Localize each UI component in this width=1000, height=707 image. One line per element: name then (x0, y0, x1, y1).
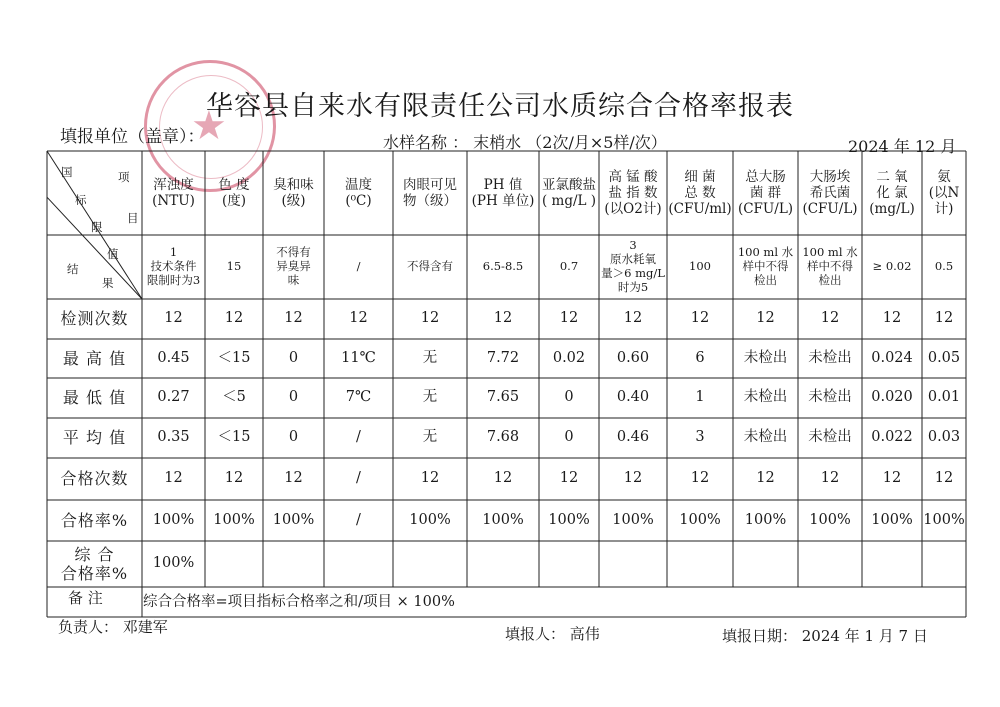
table-cell: 12 (690, 310, 710, 327)
table-cell: / (356, 429, 361, 446)
table-cell: 12 (493, 310, 513, 327)
table-cell: 0.35 (157, 429, 190, 446)
limit-value: / (356, 259, 361, 274)
table-cell: 12 (756, 470, 775, 487)
reporting-unit-label: 填报单位（盖章）： (60, 127, 205, 147)
note-text: 综合合格率=项目指标合格率之和/项目 × 100% (143, 594, 455, 610)
corner-guo2: 果 (102, 276, 114, 290)
table-cell: 12 (756, 310, 775, 327)
table-cell: 7.68 (486, 429, 520, 446)
table-cell: 12 (820, 310, 840, 327)
table-cell: 未检出 (743, 389, 788, 406)
column-header: 总大肠 菌 群 (CFU/L) (737, 168, 794, 218)
table-cell: 0.05 (927, 349, 961, 366)
table-cell: 12 (820, 470, 840, 487)
table-cell: 11℃ (341, 349, 376, 366)
row-label: 检测次数 (60, 309, 129, 329)
table-cell: 12 (164, 310, 183, 327)
table-cell: 未检出 (808, 349, 852, 366)
table-cell: 12 (349, 310, 368, 327)
table-cell: 0.45 (157, 349, 190, 366)
column-header: 亚氯酸盐 ( mg/L ) (541, 176, 597, 209)
column-header: 氨 (以N 计) (928, 168, 960, 218)
table-cell: ＜15 (217, 349, 251, 366)
note-label: 备 注 (68, 589, 103, 607)
corner-mu: 目 (127, 211, 139, 225)
limit-value: 100 ml 水 样中不得 检出 (802, 245, 858, 287)
limit-value: 3 原水耗氧 量＞6 mg/L 时为5 (601, 238, 665, 294)
table-cell: 未检出 (743, 429, 788, 446)
limit-value: 不得含有 (407, 259, 453, 274)
table-cell: 无 (422, 389, 438, 406)
responsible-person: 负责人： 邓建军 (58, 618, 168, 636)
quality-table (47, 151, 966, 617)
row-label: 合格次数 (60, 469, 129, 489)
table-cell: 无 (422, 349, 438, 366)
column-header: 温度 (⁰C) (345, 176, 372, 209)
report-period: 2024 年 12 月 (848, 137, 957, 156)
table-cell: 12 (284, 310, 303, 327)
column-header: 高 锰 酸 盐 指 数 (以O2计) (604, 168, 662, 218)
corner-jie: 结 (67, 262, 79, 276)
table-cell: 1 (695, 389, 705, 406)
filled-by: 填报人： 高伟 (505, 625, 600, 643)
table-cell: 100% (152, 511, 195, 528)
table-cell: 100% (923, 511, 965, 528)
limit-value: 100 (689, 259, 711, 274)
table-cell: 12 (934, 470, 954, 487)
table-cell: 0.020 (871, 389, 913, 406)
limit-value: 6.5-8.5 (482, 259, 524, 274)
table-cell: 12 (164, 470, 183, 487)
table-cell: 100% (871, 511, 913, 528)
table-cell: 0.03 (927, 429, 961, 446)
table-cell: 12 (420, 310, 440, 327)
row-label: 平 均 值 (62, 428, 127, 448)
table-cell: 0.022 (871, 429, 913, 446)
column-header: 色 度 (度) (218, 176, 250, 209)
table-cell: 12 (493, 470, 513, 487)
overall-rate-label: 综 合 合格率% (60, 544, 129, 583)
limit-value: 100 ml 水 样中不得 检出 (737, 245, 794, 287)
table-cell: 0 (288, 349, 299, 366)
table-cell: 6 (695, 349, 705, 366)
limit-value: 1 技术条件 限制时为3 (146, 245, 201, 287)
column-header: 大肠埃 希氏菌 (CFU/L) (802, 168, 858, 218)
table-cell: 12 (882, 310, 902, 327)
fill-date: 填报日期： 2024 年 1 月 7 日 (722, 627, 928, 645)
table-cell: 12 (224, 470, 244, 487)
table-cell: 12 (559, 310, 579, 327)
table-cell: / (356, 470, 361, 487)
table-cell: 未检出 (808, 389, 852, 406)
sample-name-label: 水样名称 ： 末梢水 （2次/月×5样/次） (383, 133, 667, 152)
table-cell: 100% (612, 511, 654, 528)
table-cell: 0 (564, 429, 574, 446)
table-cell: 12 (882, 470, 902, 487)
corner-zhi: 值 (107, 247, 119, 261)
table-cell: 12 (623, 470, 643, 487)
table-cell: 100% (482, 511, 524, 528)
table-cell: 100% (809, 511, 851, 528)
overall-rate-value: 100% (152, 555, 195, 572)
table-cell: 3 (695, 429, 705, 446)
column-header: 浑浊度 (NTU) (152, 176, 195, 209)
table-cell: ＜15 (217, 429, 251, 446)
table-cell: 未检出 (808, 429, 852, 446)
table-cell: 12 (623, 310, 643, 327)
table-cell: 0 (288, 429, 299, 446)
table-cell: 12 (420, 470, 440, 487)
table-cell: 12 (559, 470, 579, 487)
table-cell: 0 (288, 389, 299, 406)
table-cell: 100% (744, 511, 787, 528)
table-cell: 0.40 (616, 389, 650, 406)
table-cell: ＜5 (222, 389, 246, 406)
column-header: 细 菌 总 数 (CFU/ml) (668, 168, 732, 218)
table-cell: 0.46 (616, 429, 650, 446)
table-cell: 12 (690, 470, 710, 487)
corner-biao: 标 (75, 193, 87, 207)
limit-value: ≥ 0.02 (872, 259, 912, 274)
table-cell: 0.60 (616, 349, 650, 366)
table-cell: 100% (213, 511, 255, 528)
table-cell: 7.65 (486, 389, 520, 406)
table-cell: 无 (422, 429, 438, 446)
row-label: 最 低 值 (62, 388, 127, 408)
corner-xian: 限 (91, 220, 103, 234)
corner-guo: 国 (61, 165, 73, 179)
table-cell: 未检出 (743, 349, 788, 366)
table-cell: / (356, 511, 361, 528)
table-cell: 7℃ (345, 389, 372, 406)
column-header: 肉眼可见 物（级） (403, 176, 457, 209)
table-cell: 100% (272, 511, 315, 528)
table-cell: 12 (224, 310, 244, 327)
table-cell: 100% (409, 511, 451, 528)
limit-value: 0.7 (559, 259, 579, 274)
table-cell: 7.72 (486, 349, 520, 366)
column-header: 二 氧 化 氯 (mg/L) (869, 168, 915, 218)
table-cell: 100% (679, 511, 721, 528)
column-header: PH 值 (PH 单位) (471, 176, 535, 209)
table-cell: 0.01 (927, 389, 961, 406)
limit-value: 15 (226, 259, 242, 274)
limit-value: 不得有 异臭异 味 (276, 245, 311, 287)
table-cell: 12 (934, 310, 954, 327)
table-cell: 0 (564, 389, 574, 406)
column-header: 臭和味 (级) (273, 176, 314, 209)
table-cell: 100% (548, 511, 590, 528)
limit-value: 0.5 (934, 259, 954, 274)
row-label: 合格率% (60, 510, 129, 530)
table-cell: 12 (284, 470, 303, 487)
report-title: 华容县自来水有限责任公司水质综合合格率报表 (206, 91, 794, 122)
table-cell: 0.02 (552, 349, 586, 366)
table-cell: 0.27 (157, 389, 190, 406)
seal-star-icon: ★ (191, 103, 227, 149)
corner-xiang: 项 (118, 170, 130, 184)
table-cell: 0.024 (871, 349, 913, 366)
row-label: 最 高 值 (62, 348, 127, 368)
